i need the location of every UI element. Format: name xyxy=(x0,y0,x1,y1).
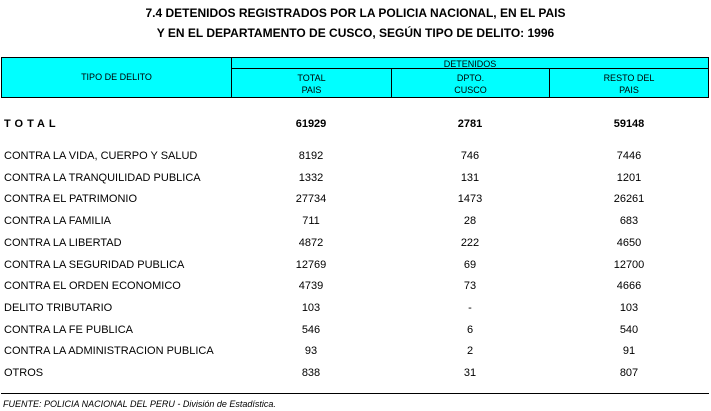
row-label: CONTRA LA TRANQUILIDAD PUBLICA xyxy=(4,172,201,184)
cell-resto-pais: 91 xyxy=(622,345,636,357)
cell-resto-pais: 807 xyxy=(619,367,639,379)
header-text: PAIS xyxy=(619,85,639,95)
cell-dpto-cusco: 2781 xyxy=(457,118,483,130)
cell-resto-pais: 12700 xyxy=(613,259,645,271)
cell-resto-pais: 7446 xyxy=(616,150,642,162)
cell-total-pais: 27734 xyxy=(295,193,327,205)
cell-total-pais: 61929 xyxy=(295,118,327,130)
cell-resto-pais: 26261 xyxy=(613,193,645,205)
cell-resto-pais: 4666 xyxy=(616,280,642,292)
table-title-line2: Y EN EL DEPARTAMENTO DE CUSCO, SEGÚN TIPO DE DELITO: 1996 xyxy=(156,26,555,40)
row-label: CONTRA EL PATRIMONIO xyxy=(4,193,138,205)
row-label: TOTAL xyxy=(4,118,60,130)
cell-dpto-cusco: 2 xyxy=(466,345,474,357)
cell-dpto-cusco: 131 xyxy=(460,172,480,184)
cell-resto-pais: 540 xyxy=(619,324,639,336)
header-total-pais xyxy=(232,72,391,96)
cell-resto-pais: 103 xyxy=(619,302,639,314)
table-row xyxy=(0,324,711,344)
cell-dpto-cusco: 1473 xyxy=(457,193,483,205)
header-text: TOTAL xyxy=(297,73,326,83)
header-text: DPTO. xyxy=(456,73,485,83)
row-label: DELITO TRIBUTARIO xyxy=(4,302,113,314)
cell-dpto-cusco: 69 xyxy=(463,259,477,271)
table-row xyxy=(0,237,711,257)
row-label: CONTRA LA LIBERTAD xyxy=(4,237,122,249)
row-label: CONTRA LA ADMINISTRACION PUBLICA xyxy=(4,345,214,357)
cell-resto-pais: 59148 xyxy=(613,118,645,130)
cell-dpto-cusco: 73 xyxy=(463,280,477,292)
source-note: FUENTE: POLICIA NACIONAL DEL PERU - División de Estadística. xyxy=(3,399,276,409)
cell-dpto-cusco: 746 xyxy=(460,150,480,162)
row-label: CONTRA LA FE PUBLICA xyxy=(4,324,133,336)
cell-dpto-cusco: 222 xyxy=(460,237,480,249)
cell-dpto-cusco: 6 xyxy=(466,324,474,336)
row-label: CONTRA LA SEGURIDAD PUBLICA xyxy=(4,259,185,271)
table-row xyxy=(0,259,711,279)
cell-total-pais: 93 xyxy=(304,345,318,357)
row-label: CONTRA LA VIDA, CUERPO Y SALUD xyxy=(4,150,198,162)
cell-total-pais: 12769 xyxy=(295,259,327,271)
cell-dpto-cusco: 31 xyxy=(463,367,477,379)
table-header xyxy=(1,57,709,98)
header-detenidos: DETENIDOS xyxy=(443,59,497,69)
bottom-rule xyxy=(1,393,709,394)
cell-total-pais: 546 xyxy=(301,324,321,336)
table-row-total xyxy=(0,118,711,138)
table-row xyxy=(0,172,711,192)
cell-total-pais: 103 xyxy=(301,302,321,314)
cell-resto-pais: 1201 xyxy=(616,172,642,184)
table-row xyxy=(0,150,711,170)
header-tipo-delito: TIPO DE DELITO xyxy=(81,72,152,82)
table-row xyxy=(0,302,711,322)
cell-total-pais: 711 xyxy=(302,215,320,227)
cell-resto-pais: 4650 xyxy=(616,237,642,249)
cell-total-pais: 4872 xyxy=(298,237,324,249)
cell-dpto-cusco: - xyxy=(468,302,472,314)
cell-dpto-cusco: 28 xyxy=(463,215,477,227)
cell-total-pais: 1332 xyxy=(298,172,324,184)
row-label: CONTRA EL ORDEN ECONOMICO xyxy=(4,280,181,292)
header-resto-pais xyxy=(550,72,708,96)
table-row xyxy=(0,367,711,387)
row-label: CONTRA LA FAMILIA xyxy=(4,215,111,227)
header-text: CUSCO xyxy=(454,85,487,95)
cell-total-pais: 4739 xyxy=(298,280,324,292)
row-label: OTROS xyxy=(4,367,44,379)
cell-resto-pais: 683 xyxy=(619,215,639,227)
cell-total-pais: 8192 xyxy=(298,150,324,162)
table-row xyxy=(0,345,711,365)
table-row xyxy=(0,280,711,300)
cell-total-pais: 838 xyxy=(301,367,321,379)
header-dpto-cusco xyxy=(392,72,549,96)
table-row xyxy=(0,193,711,213)
header-text: RESTO DEL xyxy=(603,73,655,83)
header-text: PAIS xyxy=(301,85,322,95)
table-row xyxy=(0,215,711,235)
table-title-line1: 7.4 DETENIDOS REGISTRADOS POR LA POLICIA NACIONAL, EN EL PAIS xyxy=(145,6,566,20)
